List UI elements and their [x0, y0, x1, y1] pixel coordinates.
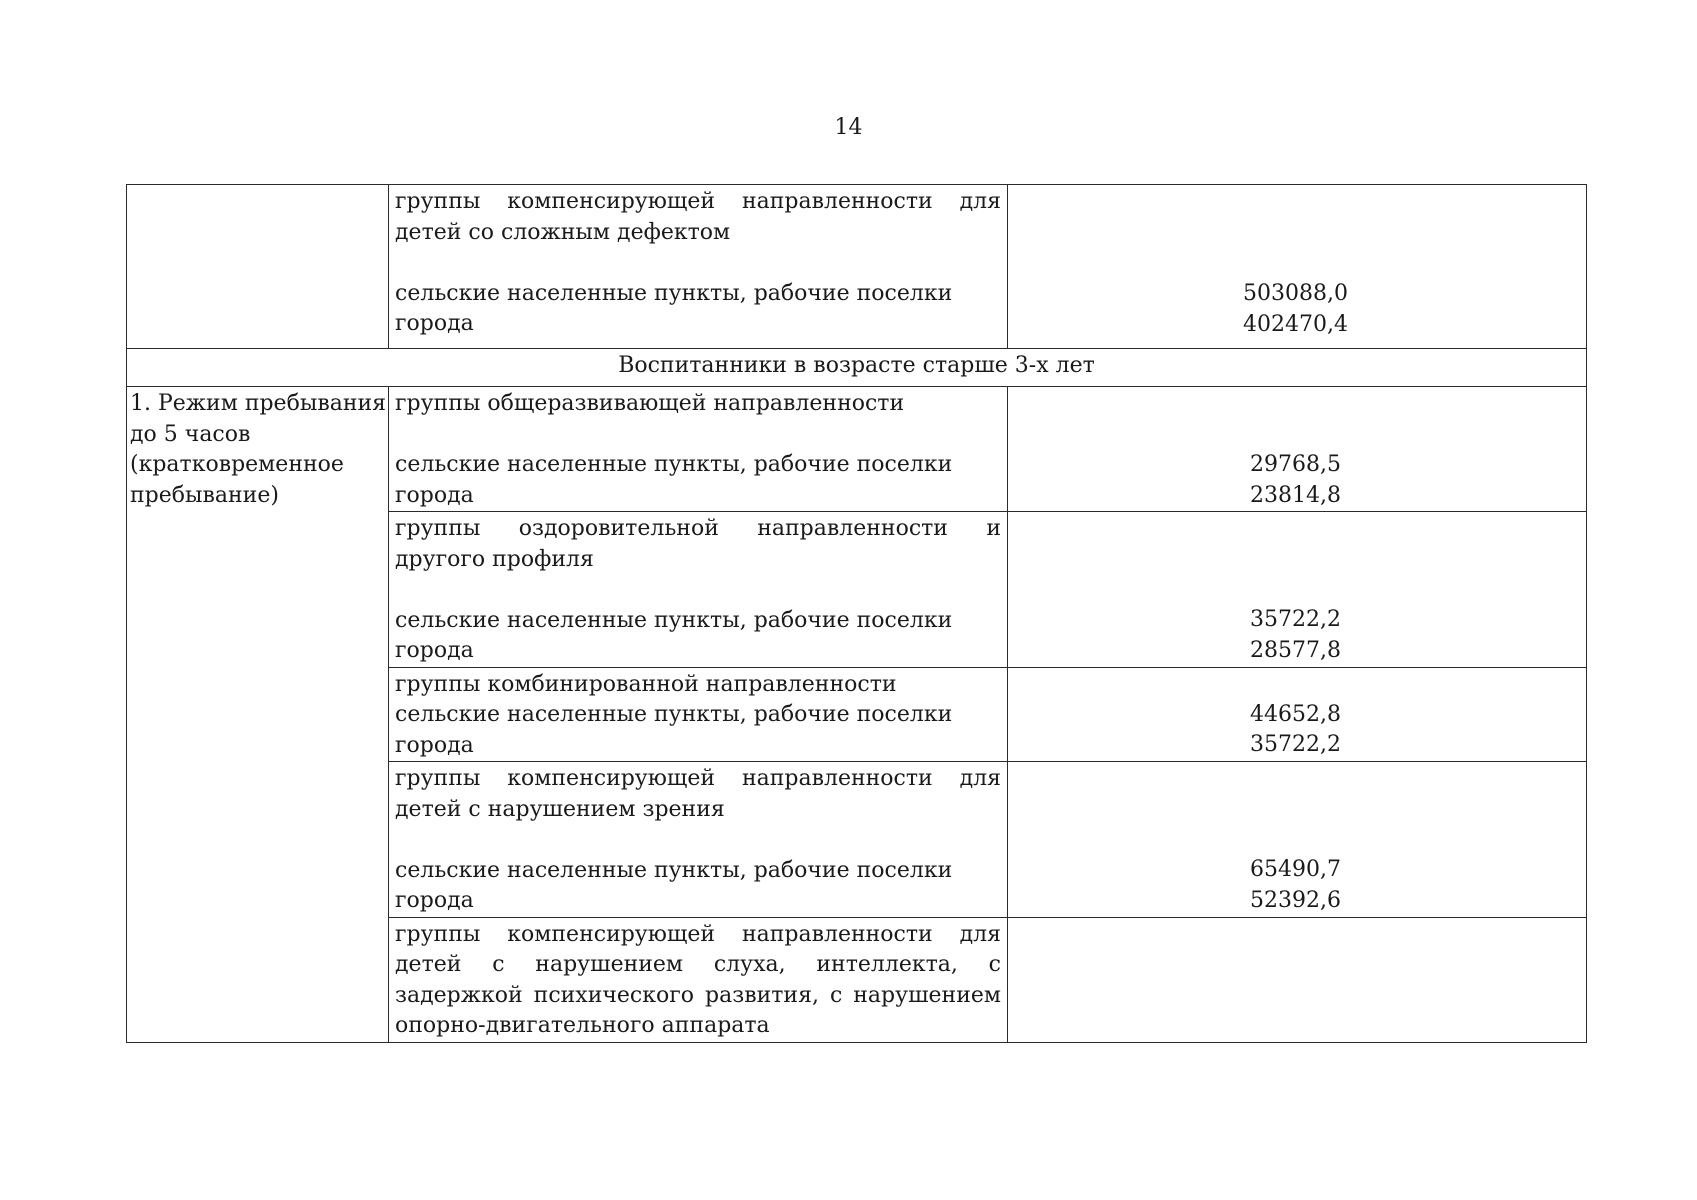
- value-cell: [1008, 185, 1587, 349]
- value-city: 28577,8: [1250, 637, 1341, 663]
- mode-cell: [127, 387, 389, 1043]
- value-cell: [1008, 387, 1587, 512]
- description-cell: [389, 667, 1008, 762]
- settlement-label-rural: сельские населенные пункты, рабочие поселки: [395, 607, 953, 633]
- page-number: 14: [834, 115, 863, 140]
- value-rural: 44652,8: [1250, 701, 1341, 727]
- tariff-table: [126, 184, 1587, 1043]
- value-city: 35722,2: [1250, 732, 1341, 757]
- value-cell: [1008, 667, 1587, 762]
- mode-line: (кратковременное: [130, 452, 344, 477]
- section-header: [127, 349, 1587, 387]
- value-rural: 503088,0: [1243, 281, 1348, 306]
- settlement-label-city: города: [395, 732, 474, 758]
- group-name: группы компенсирующей направленности для детей со сложным дефектом: [395, 189, 1001, 245]
- settlement-label-rural: сельские населенные пункты, рабочие поселки: [395, 452, 953, 477]
- settlement-label-city: города: [395, 311, 474, 336]
- value-city: 23814,8: [1250, 482, 1341, 508]
- description-cell: [389, 917, 1008, 1042]
- value-cell-empty: [1008, 917, 1587, 1042]
- group-name: группы оздоровительной направленности и другого профиля: [395, 516, 1001, 572]
- value-cell: [1008, 512, 1587, 668]
- description-cell: [389, 185, 1008, 349]
- group-name: группы общеразвивающей направленности: [395, 391, 905, 416]
- settlement-label-city: города: [395, 482, 474, 508]
- value-city: 52392,6: [1250, 887, 1341, 913]
- value-rural: 29768,5: [1250, 452, 1341, 477]
- table-row: [127, 185, 1587, 349]
- group-name: группы компенсирующей направленности для детей с нарушением слуха, интеллекта, с задержкой психического развития, с нарушением опорно-двигательного аппарата: [395, 921, 1001, 1038]
- mode-cell-empty: [127, 185, 389, 349]
- description-cell: [389, 387, 1008, 512]
- section-header-text: Воспитанники в возрасте старше 3-х лет: [618, 353, 1095, 378]
- mode-line: пребывание): [130, 482, 279, 508]
- section-header-row: [127, 349, 1587, 387]
- value-city: 402470,4: [1243, 311, 1348, 337]
- description-cell: [389, 762, 1008, 918]
- settlement-label-city: города: [395, 888, 474, 913]
- settlement-label-rural: сельские населенные пункты, рабочие поселки: [395, 857, 953, 883]
- value-rural: 65490,7: [1250, 857, 1341, 882]
- value-rural: 35722,2: [1250, 607, 1341, 632]
- settlement-label-rural: сельские населенные пункты, рабочие поселки: [395, 280, 953, 306]
- mode-line: 1. Режим пребывания: [130, 391, 387, 416]
- settlement-label-city: города: [395, 638, 474, 663]
- value-cell: [1008, 762, 1587, 918]
- description-cell: [389, 512, 1008, 668]
- group-name: группы компенсирующей направленности для детей с нарушением зрения: [395, 766, 1001, 822]
- group-name: группы комбинированной направленности: [395, 671, 897, 697]
- settlement-label-rural: сельские населенные пункты, рабочие поселки: [395, 702, 953, 727]
- mode-line: до 5 часов: [130, 421, 251, 447]
- table-row: [127, 387, 1587, 512]
